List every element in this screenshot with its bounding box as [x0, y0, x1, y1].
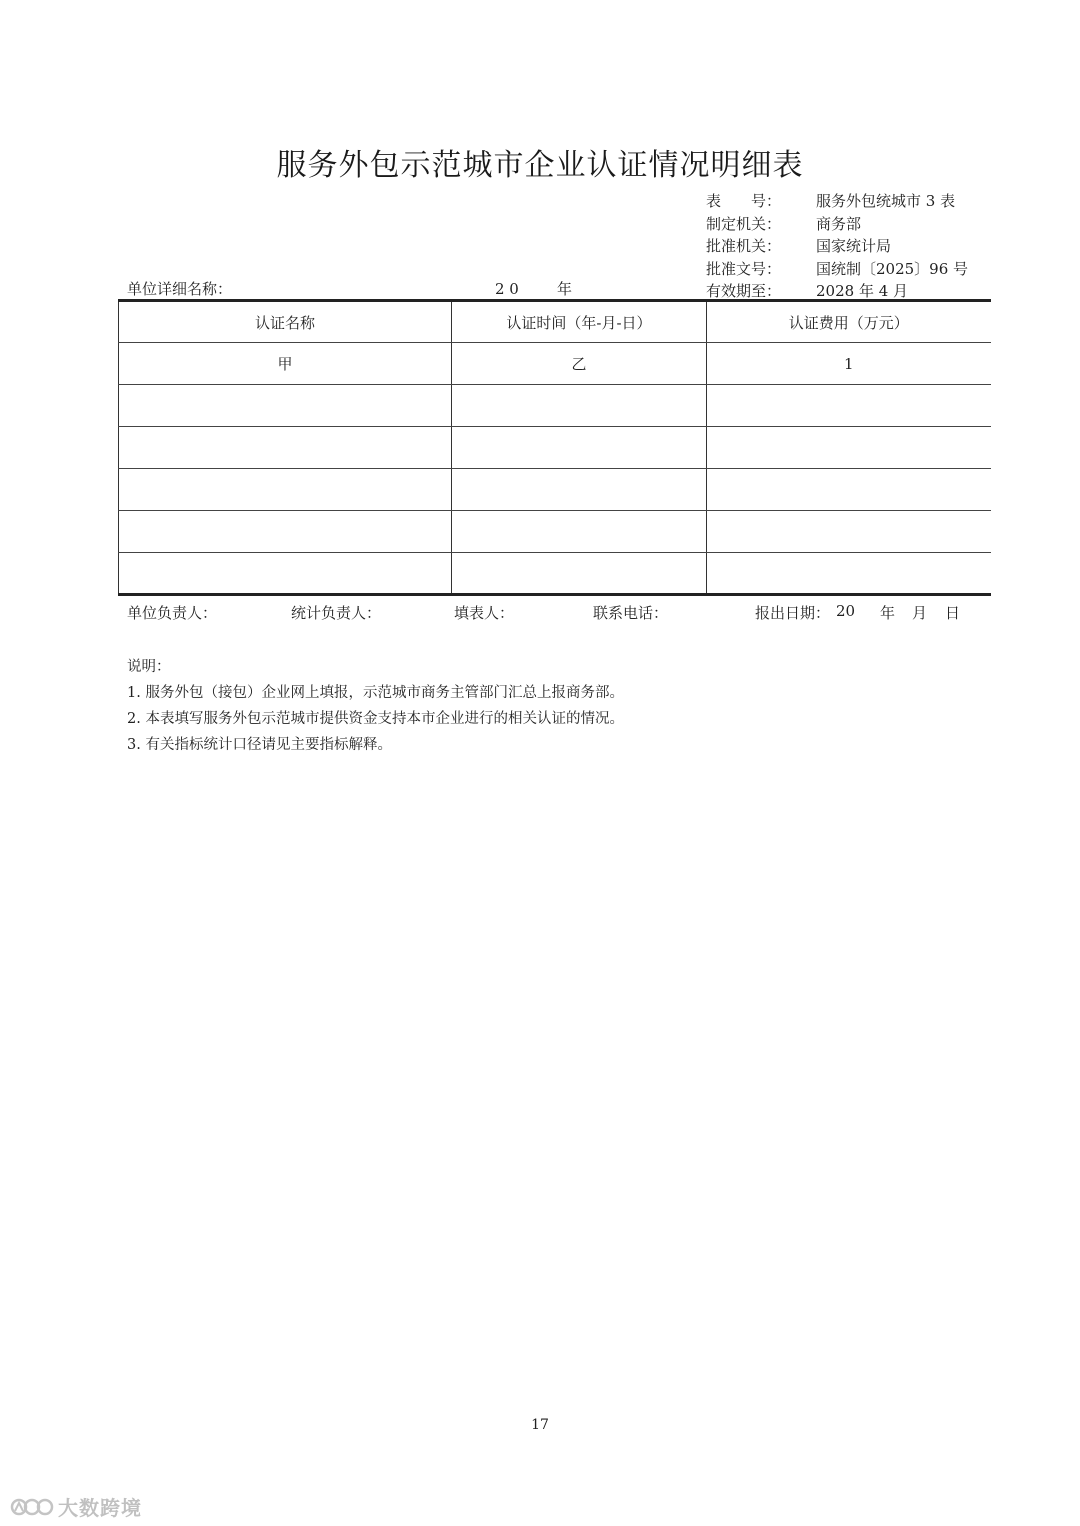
input-cell[interactable] [119, 427, 452, 469]
dashuju-logo-icon [10, 1495, 54, 1519]
watermark-text: 大数跨境 [58, 1496, 142, 1520]
meta-value: 国家统计局 [816, 237, 892, 255]
note-item: 1. 服务外包（接包）企业网上填报，示范城市商务主管部门汇总上报商务部。 [127, 685, 624, 701]
meta-row-issuer [706, 213, 968, 236]
header-cert-date: 认证时间（年-月-日） [452, 301, 707, 343]
certification-table [118, 299, 990, 595]
input-cell[interactable] [119, 469, 452, 511]
input-cell[interactable] [452, 385, 707, 427]
filler-label: 填表人： [454, 604, 515, 622]
table-row [119, 385, 991, 427]
meta-value: 国统制〔2025〕96 号 [816, 259, 969, 278]
input-cell[interactable] [119, 511, 452, 553]
report-year [495, 278, 572, 299]
table-row [119, 511, 991, 553]
unit-name-label: 单位详细名称： [127, 280, 233, 298]
input-cell[interactable] [452, 553, 707, 595]
input-cell[interactable] [452, 511, 707, 553]
table-header-row [119, 301, 991, 343]
meta-row-approver [706, 235, 968, 258]
notes-section [127, 654, 624, 758]
report-date-year: 20 [836, 602, 856, 620]
meta-value: 商务部 [816, 214, 862, 233]
code-cell: 1 [707, 343, 991, 385]
input-cell[interactable] [119, 385, 452, 427]
report-year-suffix: 年 [557, 280, 573, 298]
unit-head-label: 单位负责人： [127, 604, 218, 622]
page-number: 17 [531, 1417, 549, 1433]
table-row [119, 427, 991, 469]
input-cell[interactable] [452, 469, 707, 511]
input-cell[interactable] [707, 469, 991, 511]
meta-row-approval-number [706, 258, 968, 281]
form-meta-block [706, 190, 968, 303]
table-row [119, 469, 991, 511]
code-cell: 甲 [119, 343, 452, 385]
header-cert-name: 认证名称 [119, 301, 452, 343]
meta-row-table-number [706, 190, 968, 213]
watermark [10, 1492, 142, 1521]
meta-label: 批准机关： [706, 237, 782, 255]
input-cell[interactable] [119, 553, 452, 595]
report-date-label: 报出日期： [755, 604, 831, 622]
meta-label: 有效期至： [706, 282, 782, 300]
note-item: 3. 有关指标统计口径请见主要指标解释。 [127, 737, 392, 753]
code-cell: 乙 [452, 343, 707, 385]
table-row [119, 553, 991, 595]
input-cell[interactable] [707, 385, 991, 427]
input-cell[interactable] [707, 511, 991, 553]
meta-label: 表 号： [706, 192, 782, 210]
form-title: 服务外包示范城市企业认证情况明细表 [276, 148, 804, 183]
meta-value: 2028 年 4 月 [816, 282, 909, 300]
phone-label: 联系电话： [593, 604, 669, 622]
input-cell[interactable] [707, 427, 991, 469]
table-code-row [119, 343, 991, 385]
report-date-year-unit: 年 [880, 604, 896, 622]
notes-heading: 说明： [127, 659, 171, 675]
report-date-day-unit: 日 [945, 604, 961, 622]
meta-label: 制定机关： [706, 214, 782, 233]
meta-value: 服务外包统城市 3 表 [816, 192, 956, 210]
header-cert-fee: 认证费用（万元） [707, 301, 991, 343]
meta-label: 批准文号： [706, 259, 782, 278]
report-date-month-unit: 月 [912, 604, 928, 622]
stat-head-label: 统计负责人： [291, 604, 382, 622]
report-year-prefix: 2 0 [495, 280, 519, 298]
input-cell[interactable] [452, 427, 707, 469]
input-cell[interactable] [707, 553, 991, 595]
note-item: 2. 本表填写服务外包示范城市提供资金支持本市企业进行的相关认证的情况。 [127, 711, 624, 727]
